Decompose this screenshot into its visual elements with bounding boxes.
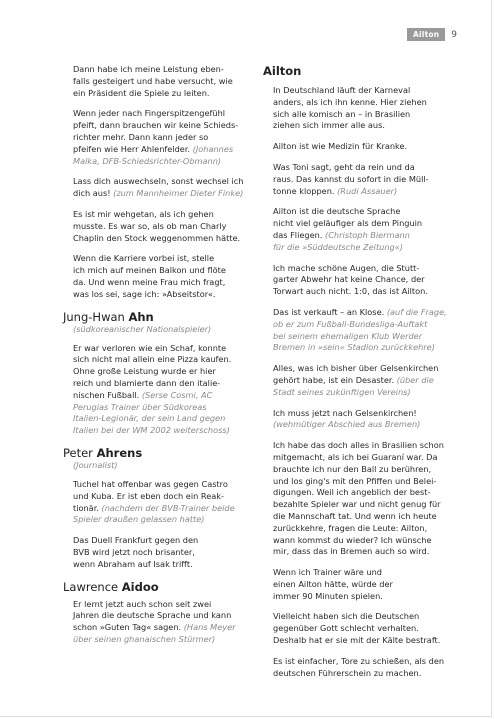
quote-source: bei seinem ehemaligen Klub Werder bbox=[273, 330, 423, 341]
quote-source: (Rudi Assauer) bbox=[337, 185, 398, 196]
quote-source: (Johannes bbox=[192, 143, 234, 154]
entry-name-ahn: Jung-Hwan Ahn bbox=[63, 309, 154, 324]
entry-name-ahrens: Peter Ahrens bbox=[63, 445, 143, 460]
quote-source: Bremen in »sein« Stadion zurückkehre) bbox=[273, 342, 435, 353]
right-column bbox=[263, 64, 449, 688]
quote: Wenn die Karriere vorbei ist, stelle ich mich auf meinen Balkon und flöte da. Und wenn meine Frau mich fragt, was los sei, sage ich: »Abseitstor«. bbox=[73, 253, 226, 299]
quote: Ich muss jetzt nach Gelsenkirchen! (wehmütiger Abschied aus Bremen) bbox=[273, 407, 421, 430]
quote-source: Spieler draußen gelassen hatte) bbox=[73, 514, 205, 525]
quote-source: Stadt seines zukünftigen Vereins) bbox=[273, 386, 411, 397]
running-header bbox=[407, 28, 457, 41]
quote-source: (nachdem der BVB-Trainer beide bbox=[101, 502, 235, 513]
quote: Alles, was ich bisher über Gelsenkirchen gehört habe, ist ein Desaster. (über die Stadt seines zukünftigen Vereins) bbox=[273, 363, 439, 397]
quote: Tuchel hat offenbar was gegen Castro und Kuba. Er ist eben doch ein Reak- tionär. (nachdem der BVB-Trainer beide Spieler draußen gelassen hatte) bbox=[73, 478, 235, 525]
quote-source: (auf die Frage, bbox=[386, 306, 447, 317]
quote-source: Perugias Trainer über Südkoreas bbox=[73, 401, 207, 412]
quote-source: ob er zum Fußball-Bundesliga-Auftakt bbox=[273, 318, 428, 329]
quote: Ich habe das doch alles in Brasilien schon mitgemacht, als ich bei Guaraní war. Da brauchte ich nur den Ball zu berühren, und los ging's mit den Pfiffen und Belei- digungen. Weil ich angeblich der best- bezahlte Spieler war und nicht genug für die Mannschaft tat. Und wenn ich heute zurückkehre, fragen die Leute: Ailton, wann kommst du wieder? Ich wünsche mir, dass das in Bremen auch so wird. bbox=[273, 440, 444, 557]
quote-source: Italien-Legionär, der sein Land gegen bbox=[73, 413, 226, 424]
quote: Er war verloren wie ein Schaf, konnte sich nicht mal allein eine Pizza kaufen. Ohne große Leistung wurde er hier reich und blamierte dann den italie- nischen Fußball. (Serse Cosmi, AC Perugias Trainer über Südkoreas Italien-Legionär, der sein Land gegen Italien bei der WM 2002 weiterschoss) bbox=[73, 342, 232, 436]
running-header-tag: Ailton bbox=[407, 28, 445, 41]
entry-role: (Journalist) bbox=[73, 459, 118, 470]
quote: Er lernt jetzt auch schon seit zwei Jahren die deutsche Sprache und kann schon »Guten Tag« sagen. (Hans Meyer über seinen ghanaischen Stürmer) bbox=[73, 598, 236, 644]
quote: Wenn jeder nach Fingerspitzengefühl pfeift, dann brauchen wir keine Schieds- richter mehr. Dann kann jeder so pfeifen wie Herr Ahlenfelder. (Johannes Malka, DFB-Schiedsrichter-Obmann) bbox=[73, 108, 239, 166]
quote-source: (wehmütiger Abschied aus Bremen) bbox=[273, 419, 421, 430]
quote-source: über seinen ghanaischen Stürmer) bbox=[73, 633, 216, 644]
quote: Was Toni sagt, geht da rein und da raus. Das kannst du sofort in die Müll- tonne kloppen. (Rudi Assauer) bbox=[273, 161, 429, 196]
quote: Vielleicht haben sich die Deutschen gegenüber Gott schlecht verhalten. Deshalb hat er sie mit der Kälte bestraft. bbox=[273, 611, 441, 646]
quote: Das ist verkauft – an Klose. (auf die Frage, ob er zum Fußball-Bundesliga-Auftakt bei seinem ehemaligen Klub Werder Bremen in »sein« Stadion zurückkehre) bbox=[273, 306, 447, 353]
quote-source: (zum Mannheimer Dieter Finke) bbox=[113, 188, 244, 199]
quote: Ailton ist wie Medizin für Kranke. bbox=[273, 141, 408, 152]
quote: Lass dich auswechseln, sonst wechsel ich dich aus! (zum Mannheimer Dieter Finke) bbox=[73, 176, 244, 199]
quote: Ailton ist die deutsche Sprache nicht viel geläufiger als dem Pinguin das Fliegen. (Christoph Biermann für die »Süddeutsche Zeitung«) bbox=[273, 206, 423, 252]
quote-source: für die »Süddeutsche Zeitung«) bbox=[273, 241, 403, 252]
quote-source: (Hans Meyer bbox=[183, 622, 236, 633]
quote: Wenn ich Trainer wäre und einen Ailton hätte, würde der immer 90 Minuten spielen. bbox=[273, 567, 393, 601]
entry-name-aidoo: Lawrence Aidoo bbox=[63, 579, 159, 594]
left-column bbox=[63, 64, 245, 655]
quote-source: Italien bei der WM 2002 weiterschoss) bbox=[73, 425, 230, 436]
quote: Dann habe ich meine Leistung eben- falls gesteigert und habe versucht, wie ein Präsident die Spiele zu leiten. bbox=[73, 64, 233, 98]
page-number: 9 bbox=[451, 29, 457, 40]
quote-source: (Christoph Biermann bbox=[325, 229, 410, 240]
entry-role: (südkoreanischer Nationalspieler) bbox=[73, 323, 212, 334]
entry-name-ailton: Ailton bbox=[263, 64, 302, 78]
quote: In Deutschland läuft der Karneval anders, als ich ihn kenne. Hier ziehen sich alle komisch an – in Brasilien ziehen sich immer alle aus. bbox=[273, 85, 427, 131]
quote: Ich mache schöne Augen, die Stutt- garter Abwehr hat keine Chance, der Torwart auch nicht. 1:0, das ist Ailton. bbox=[273, 262, 428, 297]
quote: Es ist mir wehgetan, als ich gehen musste. Es war so, als ob man Charly Chaplin den Stock weggenommen hätte. bbox=[73, 208, 241, 243]
quote: Das Duell Frankfurt gegen den BVB wird jetzt noch brisanter, wenn Abraham auf Isak trifft. bbox=[73, 535, 199, 569]
quote: Es ist einfacher, Tore zu schießen, als den deutschen Führerschein zu machen. bbox=[273, 655, 445, 678]
quote-source: (Serse Cosmi, AC bbox=[141, 389, 213, 400]
quote-source: Malka, DFB-Schiedsrichter-Obmann) bbox=[73, 155, 222, 166]
quote-source: (über die bbox=[396, 374, 434, 385]
